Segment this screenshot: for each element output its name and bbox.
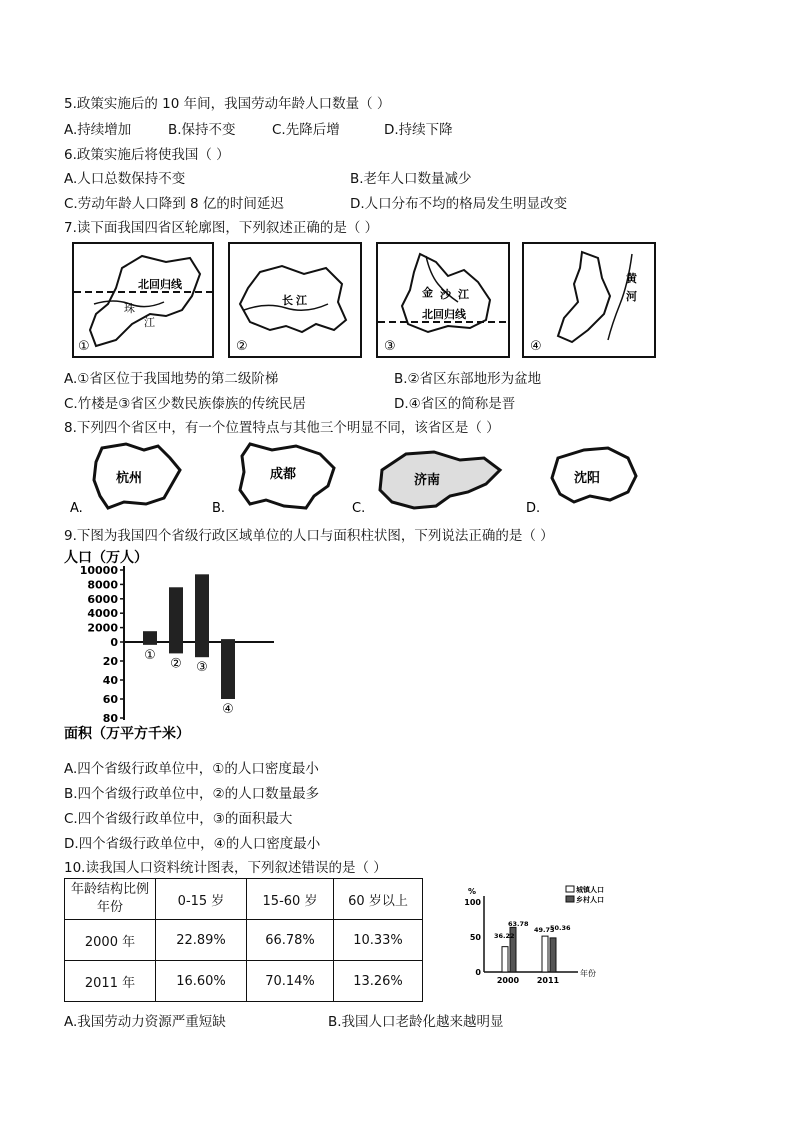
province-outline-d: [524, 440, 644, 516]
chart2-legend-swatch: [566, 886, 574, 892]
table-cell: 22.89%: [156, 920, 247, 961]
q7-option-d: D.④省区的简称是晋: [394, 396, 516, 412]
table-row: [65, 961, 423, 1002]
city-label-b: 成都: [270, 467, 297, 482]
chart1-tick-label-top: 8000: [87, 578, 118, 592]
chart1-tick-label-bottom: 40: [102, 674, 118, 687]
map4-river-char2: 河: [626, 290, 637, 303]
q5-option-c: C.先降后增: [272, 122, 340, 138]
table-cell: 70.14%: [247, 961, 334, 1002]
chart2-category-label: 2000: [496, 976, 520, 985]
q9-option-c: C.四个省级行政单位中，③的面积最大: [64, 811, 293, 827]
city-label-c: 济南: [414, 473, 441, 488]
province-outline-c: [352, 440, 508, 516]
q10-option-a: A.我国劳动力资源严重短缺: [64, 1014, 226, 1030]
population-area-bar-chart: [60, 546, 280, 742]
table-cell: 16.60%: [156, 961, 247, 1002]
chart2-tick-label: 100: [464, 898, 481, 907]
table-cell: 2011 年: [65, 961, 156, 1002]
chart2-xlabel: 年份: [580, 969, 596, 978]
q6-option-b: B.老年人口数量减少: [350, 171, 472, 187]
table-cell: 2000 年: [65, 920, 156, 961]
chart2-ylabel: %: [468, 887, 477, 896]
chart2-data-label: 63.78: [508, 920, 529, 928]
q5-option-a: A.持续增加: [64, 122, 132, 138]
q8-stem: 8.下列四个省区中，有一个位置特点与其他三个明显不同，该省区是（ ）: [64, 420, 500, 436]
q6-option-a: A.人口总数保持不变: [64, 171, 186, 187]
q9-option-a: A.四个省级行政单位中，①的人口密度最小: [64, 761, 319, 777]
province-map-2: [228, 242, 362, 358]
chart1-tick-label-bottom: 80: [102, 712, 118, 725]
map4-number: ④: [530, 339, 542, 354]
map3-number: ③: [384, 339, 396, 354]
area-bar: [169, 642, 183, 653]
map4-river-char1: 黄: [626, 272, 637, 285]
population-bar: [195, 574, 209, 642]
q10-option-b: B.我国人口老龄化越来越明显: [328, 1014, 504, 1030]
population-bar: [169, 587, 183, 642]
chart1-tick-label-top: 2000: [87, 621, 118, 635]
map3-tropic-label: 北回归线: [422, 308, 466, 321]
map1-river-char2: 江: [144, 316, 155, 329]
category-label: ③: [196, 660, 208, 676]
map3-river-char1: 金: [422, 286, 433, 299]
category-label: ①: [144, 647, 156, 663]
chart1-tick-label-top: 4000: [87, 607, 118, 621]
map2-number: ②: [236, 339, 248, 354]
chart1-tick-label-top: 0: [110, 636, 118, 649]
map1-tropic-label: 北回归线: [138, 278, 182, 291]
q7-option-c: C.竹楼是③省区少数民族傣族的传统民居: [64, 396, 306, 412]
q7-option-b: B.②省区东部地形为盆地: [394, 371, 542, 387]
table-cell: 10.33%: [334, 920, 423, 961]
chart2-tick-label: 0: [475, 968, 481, 977]
table-cell: 13.26%: [334, 961, 423, 1002]
chart1-ylabel-top: 人口（万人）: [64, 550, 148, 566]
province-map-1: [72, 242, 214, 358]
province-map-4: [522, 242, 656, 358]
chart2-legend-swatch: [566, 896, 574, 902]
q5-option-b: B.保持不变: [168, 122, 236, 138]
q6-option-c: C.劳动年龄人口降到 8 亿的时间延迟: [64, 196, 284, 212]
age-structure-table: [64, 878, 423, 1002]
city-label-d: 沈阳: [574, 471, 601, 486]
table-header-cell: 60 岁以上: [334, 879, 423, 920]
chart2-bar: [542, 936, 548, 972]
chart1-ylabel-bottom: 面积（万平方千米）: [64, 726, 190, 742]
q9-option-d: D.四个省级行政单位中，④的人口密度最小: [64, 836, 321, 852]
chart2-bar: [550, 938, 556, 972]
chart1-tick-label-bottom: 60: [102, 693, 118, 706]
urban-rural-bar-chart: [458, 880, 618, 990]
option-letter-a: A.: [70, 501, 83, 516]
population-bar: [143, 631, 157, 642]
q7-stem: 7.读下面我国四省区轮廓图，下列叙述正确的是（ ）: [64, 220, 379, 236]
table-header-cell: 年龄结构比例年份: [65, 879, 156, 920]
table-header-cell: 0-15 岁: [156, 879, 247, 920]
chart1-tick-label-top: 10000: [79, 564, 118, 577]
province-map-3: [376, 242, 510, 358]
q6-option-d: D.人口分布不均的格局发生明显改变: [350, 196, 568, 212]
city-label-a: 杭州: [116, 471, 143, 486]
q9-stem: 9.下图为我国四个省级行政区域单位的人口与面积柱状图，下列说法正确的是（ ）: [64, 528, 554, 544]
map2-river-char1: 长: [282, 294, 293, 307]
table-row: [65, 920, 423, 961]
option-letter-d: D.: [526, 501, 541, 516]
q5-option-d: D.持续下降: [384, 122, 453, 138]
map1-river-char1: 珠: [124, 302, 135, 315]
chart1-tick-label-top: 6000: [87, 592, 118, 606]
area-bar: [143, 642, 157, 645]
category-label: ②: [170, 656, 182, 672]
table-header-row: [65, 879, 423, 920]
q7-option-a: A.①省区位于我国地势的第二级阶梯: [64, 371, 279, 387]
map1-number: ①: [78, 339, 90, 354]
q10-stem: 10.读我国人口资料统计图表，下列叙述错误的是（ ）: [64, 860, 387, 876]
category-label: ④: [222, 702, 234, 717]
table-header-cell: 15-60 岁: [247, 879, 334, 920]
chart2-data-label: 36.22: [494, 932, 515, 940]
province-outline-b: [210, 440, 346, 516]
chart2-category-label: 2011: [536, 976, 560, 985]
q6-stem: 6.政策实施后将使我国（ ）: [64, 147, 230, 163]
chart1-tick-label-bottom: 20: [102, 655, 118, 668]
option-letter-b: B.: [212, 501, 226, 516]
population-bar: [221, 639, 235, 642]
map3-river-char2: 沙: [440, 288, 451, 301]
chart2-bar: [502, 947, 508, 972]
chart2-data-label: 49.73: [534, 926, 555, 934]
option-letter-c: C.: [352, 501, 366, 516]
q9-option-b: B.四个省级行政单位中，②的人口数量最多: [64, 786, 320, 802]
province-outline-a: [64, 440, 188, 516]
table-cell: 66.78%: [247, 920, 334, 961]
chart2-legend-label: 乡村人口: [576, 896, 604, 904]
map3-river-char3: 江: [458, 288, 469, 301]
area-bar: [195, 642, 209, 657]
q5-stem: 5.政策实施后的 10 年间，我国劳动年龄人口数量（ ）: [64, 96, 391, 112]
chart2-legend-label: 城镇人口: [576, 886, 604, 894]
chart2-data-label: 50.36: [550, 924, 571, 932]
chart2-tick-label: 50: [469, 933, 481, 942]
area-bar: [221, 642, 235, 699]
map2-river-char2: 江: [296, 294, 307, 307]
